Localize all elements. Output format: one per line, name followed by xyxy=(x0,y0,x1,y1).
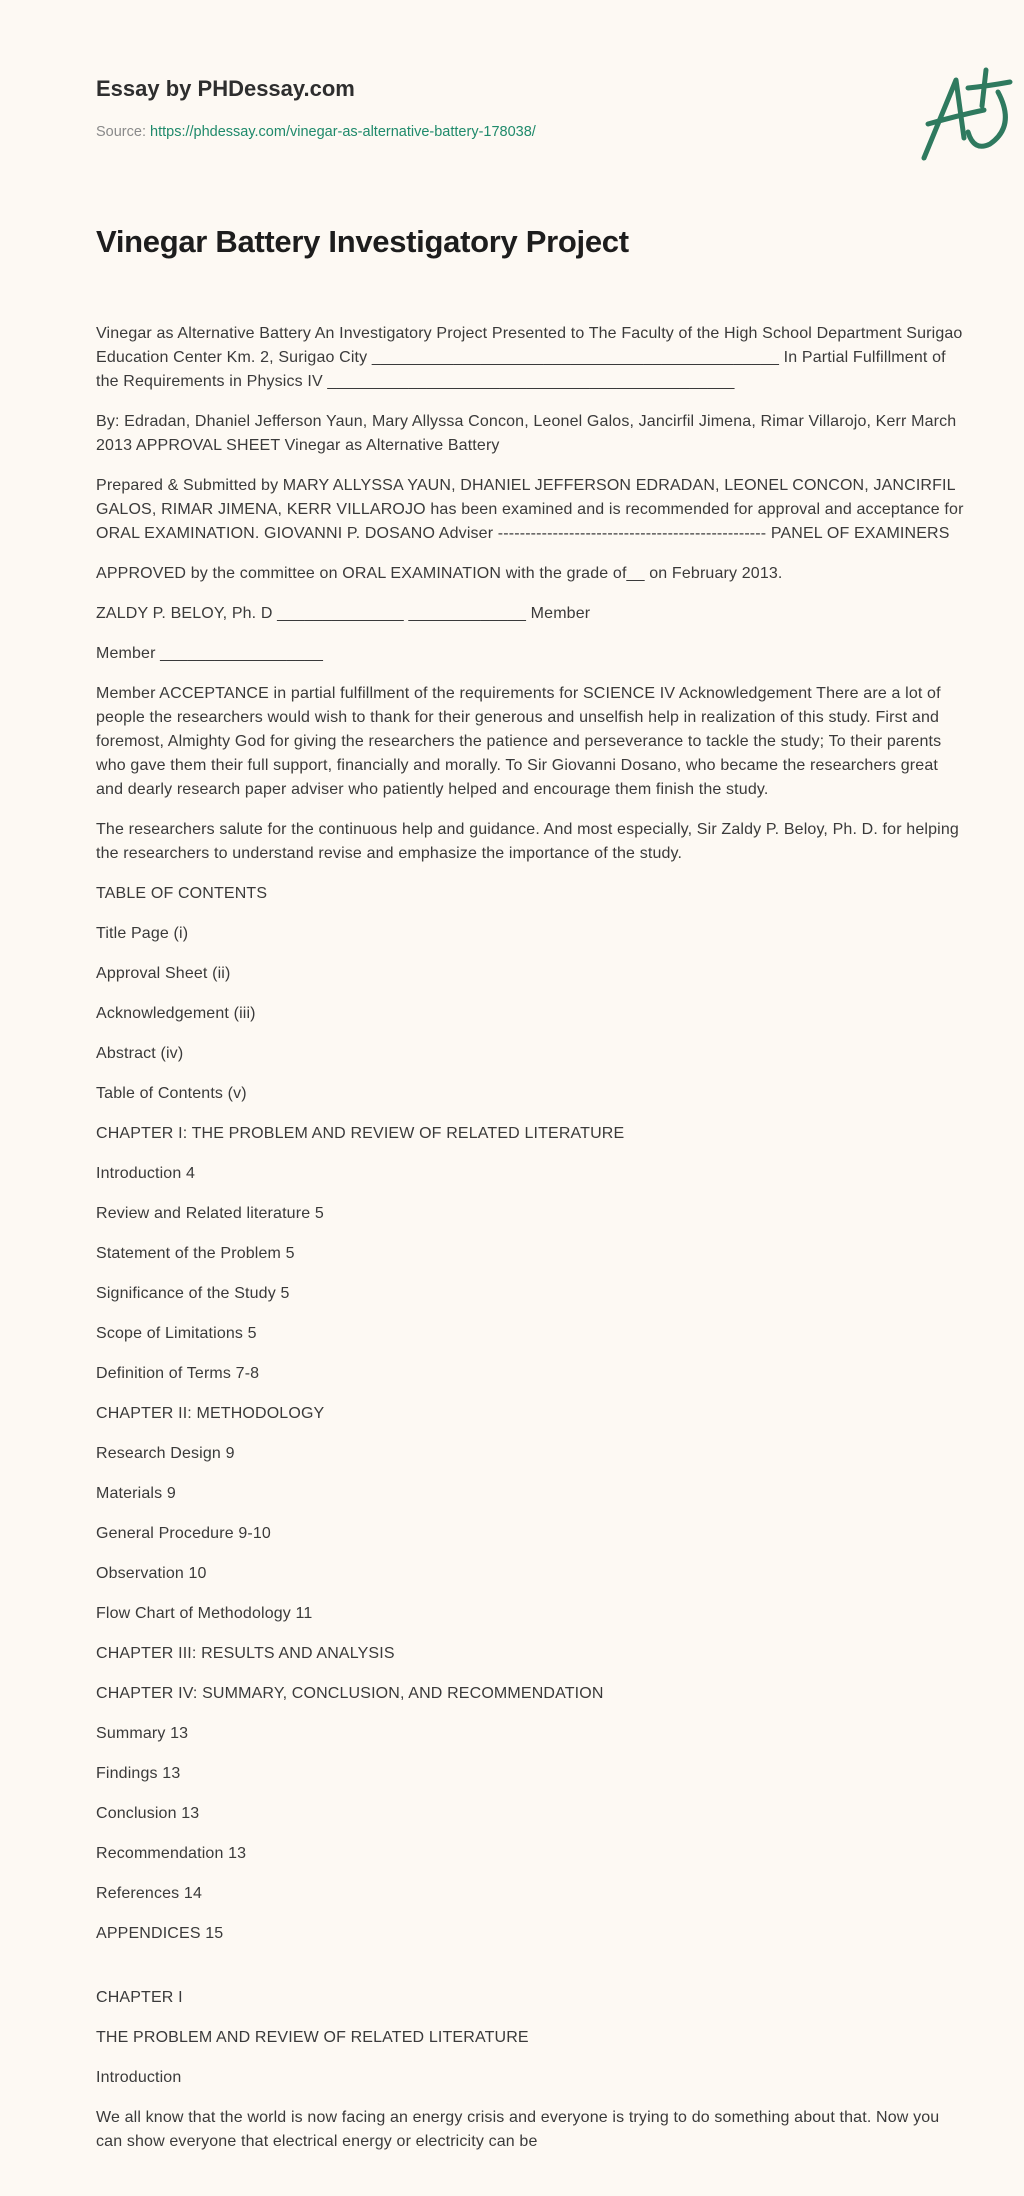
source-link[interactable]: https://phdessay.com/vinegar-as-alternative-battery-178038/ xyxy=(150,124,536,140)
a-plus-logo-icon xyxy=(916,66,1024,166)
toc-item: Flow Chart of Methodology 11 xyxy=(96,1605,313,1622)
brand-title: Essay by PHDessay.com xyxy=(96,76,355,101)
toc-item: Review and Related literature 5 xyxy=(96,1205,324,1222)
chapter-title: THE PROBLEM AND REVIEW OF RELATED LITERATURE xyxy=(96,2029,529,2046)
paragraph: We all know that the world is now facing an energy crisis and everyone is trying to do something about that. Now you can show everyone that electrical energy or electricity can be xyxy=(96,2109,940,2150)
toc-item: Conclusion 13 xyxy=(96,1805,200,1822)
chapter-heading: CHAPTER I xyxy=(96,1989,183,2006)
paragraph: ZALDY P. BELOY, Ph. D ______________ _____________ Member xyxy=(96,605,591,622)
paragraph: The researchers salute for the continuous help and guidance. And most especially, Sir Zaldy P. Beloy, Ph. D. for helping the researchers to understand revise and emphasize the importance of the study. xyxy=(96,821,959,862)
essay-body xyxy=(96,322,966,2170)
toc-item: CHAPTER I: THE PROBLEM AND REVIEW OF RELATED LITERATURE xyxy=(96,1125,625,1142)
toc-item: Research Design 9 xyxy=(96,1445,235,1462)
toc-item: Statement of the Problem 5 xyxy=(96,1245,295,1262)
paragraph: Member ACCEPTANCE in partial fulfillment of the requirements for SCIENCE IV Acknowledgement There are a lot of people the researchers would wish to thank for their generous and unselfish help in realization of this study. First and foremost, Almighty God for giving the researchers the patience and perseverance to tackle the study; To their parents who gave them their full support, financially and morally. To Sir Giovanni Dosano, who became the researchers great and dearly research paper adviser who patiently helped and encourage them finish the study. xyxy=(96,685,942,798)
paragraph: APPROVED by the committee on ORAL EXAMINATION with the grade of__ on February 2013. xyxy=(96,565,783,582)
toc-item: Title Page (i) xyxy=(96,925,189,942)
toc-item: General Procedure 9-10 xyxy=(96,1525,271,1542)
toc-item: Recommendation 13 xyxy=(96,1845,247,1862)
page-title: Vinegar Battery Investigatory Project xyxy=(96,224,629,259)
toc-item: References 14 xyxy=(96,1885,203,1902)
source-label: Source: xyxy=(96,124,146,140)
source-line xyxy=(96,124,536,140)
toc-item: Abstract (iv) xyxy=(96,1045,184,1062)
toc-item: Observation 10 xyxy=(96,1565,207,1582)
toc-item: CHAPTER II: METHODOLOGY xyxy=(96,1405,325,1422)
toc-item: APPENDICES 15 xyxy=(96,1925,224,1942)
toc-item: Definition of Terms 7-8 xyxy=(96,1365,260,1382)
toc-item: Findings 13 xyxy=(96,1765,181,1782)
toc-item: Significance of the Study 5 xyxy=(96,1285,290,1302)
toc-item: Introduction 4 xyxy=(96,1165,196,1182)
paragraph: By: Edradan, Dhaniel Jefferson Yaun, Mary Allyssa Concon, Leonel Galos, Jancirfil Jimena, Rimar Villarojo, Kerr March 2013 APPROVAL SHEET Vinegar as Alternative Battery xyxy=(96,413,957,454)
toc-item: Scope of Limitations 5 xyxy=(96,1325,257,1342)
paragraph: Vinegar as Alternative Battery An Investigatory Project Presented to The Faculty of the High School Department Surigao Education Center Km. 2, Surigao City _____________________________________________ In Partial Fulfillment of the Requirements in Physics IV _____________________________________________ xyxy=(96,325,963,390)
paragraph: Member __________________ xyxy=(96,645,324,662)
toc-item: Table of Contents (v) xyxy=(96,1085,247,1102)
paragraph: Prepared & Submitted by MARY ALLYSSA YAUN, DHANIEL JEFFERSON EDRADAN, LEONEL CONCON, JANCIRFIL GALOS, RIMAR JIMENA, KERR VILLAROJO has been examined and is recommended for approval and acceptance for ORAL EXAMINATION. GIOVANNI P. DOSANO Adviser ------------------------------------------------- PANEL OF EXAMINERS xyxy=(96,477,964,542)
toc-item: CHAPTER IV: SUMMARY, CONCLUSION, AND RECOMMENDATION xyxy=(96,1685,604,1702)
toc-item: Materials 9 xyxy=(96,1485,176,1502)
section-heading: Introduction xyxy=(96,2069,182,2086)
toc-item: Approval Sheet (ii) xyxy=(96,965,231,982)
toc-item: Summary 13 xyxy=(96,1725,189,1742)
toc-item: Acknowledgement (iii) xyxy=(96,1005,256,1022)
toc-item: CHAPTER III: RESULTS AND ANALYSIS xyxy=(96,1645,395,1662)
toc-heading: TABLE OF CONTENTS xyxy=(96,885,268,902)
